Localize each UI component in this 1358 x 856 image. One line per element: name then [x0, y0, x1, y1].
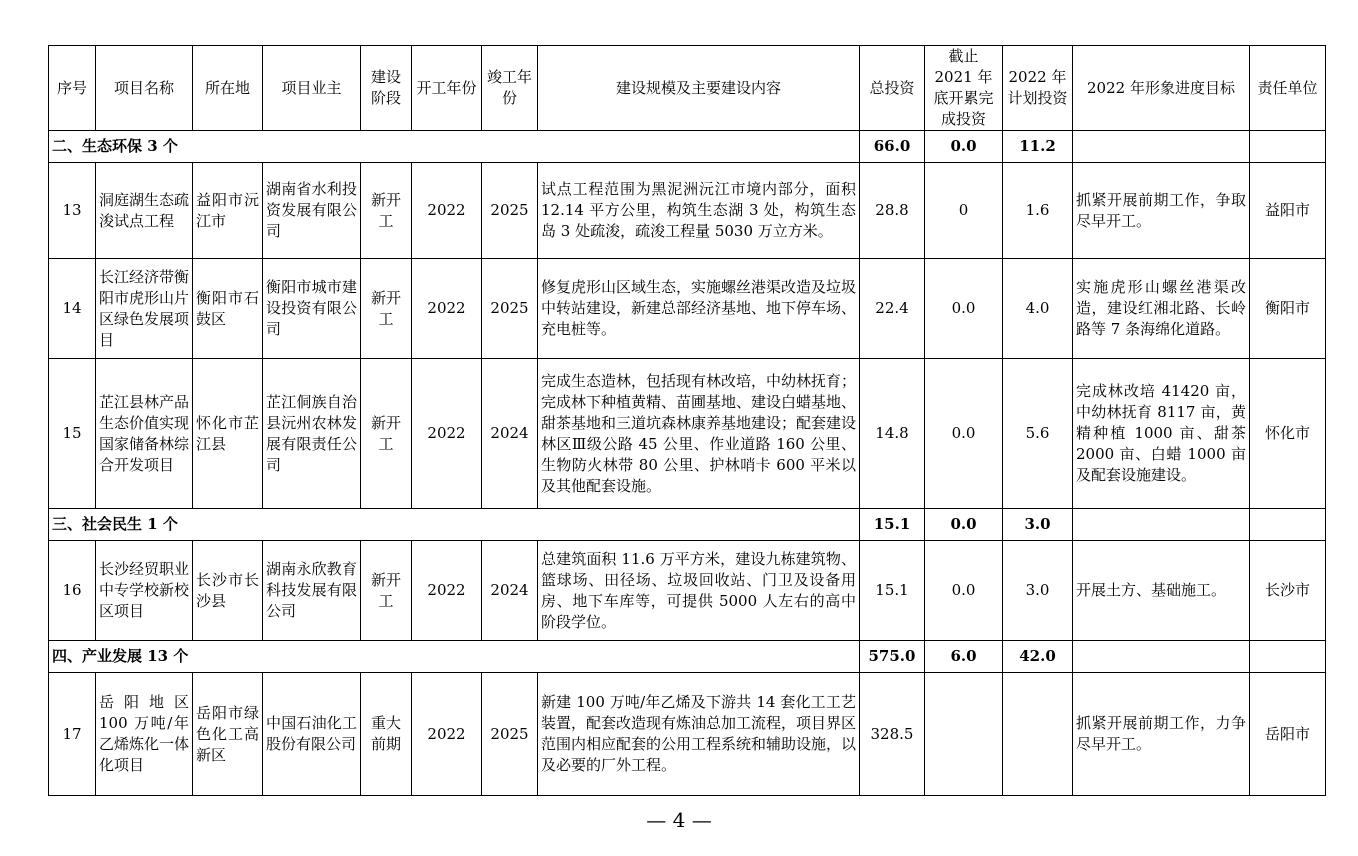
table-row — [49, 359, 1326, 509]
section-plan: 11.2 — [1003, 131, 1073, 163]
section-unit — [1250, 641, 1326, 673]
cell-end: 2024 — [482, 541, 538, 641]
header-location: 所在地 — [193, 46, 263, 131]
cell-start: 2022 — [412, 541, 482, 641]
cell-owner: 湖南永欣教育科技发展有限公司 — [263, 541, 361, 641]
section-total: 15.1 — [860, 509, 925, 541]
cell-seq: 14 — [49, 259, 96, 359]
header-name: 项目名称 — [96, 46, 193, 131]
cell-target: 完成林改培 41420 亩，中幼林抚育 8117 亩，黄精种植 1000 亩、甜茶 2000 亩、白蜡 1000 亩及配套设施建设。 — [1073, 359, 1250, 509]
section-cum: 6.0 — [925, 641, 1003, 673]
cell-location: 长沙市长沙县 — [193, 541, 263, 641]
section-cum: 0.0 — [925, 131, 1003, 163]
cell-unit: 岳阳市 — [1250, 673, 1326, 796]
cell-name: 芷江县林产品生态价值实现国家储备林综合开发项目 — [96, 359, 193, 509]
cell-unit: 益阳市 — [1250, 163, 1326, 259]
cell-content: 试点工程范围为黑泥洲沅江市境内部分，面积 12.14 平方公里，构筑生态湖 3 处，构筑生态岛 3 处疏浚，疏浚工程量 5030 万立方米。 — [538, 163, 860, 259]
cell-unit: 衡阳市 — [1250, 259, 1326, 359]
cell-owner: 衡阳市城市建设投资有限公司 — [263, 259, 361, 359]
table-row — [49, 163, 1326, 259]
cell-unit: 怀化市 — [1250, 359, 1326, 509]
cell-total: 28.8 — [860, 163, 925, 259]
cell-plan — [1003, 673, 1073, 796]
section-target — [1073, 509, 1250, 541]
cell-location: 怀化市芷江县 — [193, 359, 263, 509]
cell-seq: 15 — [49, 359, 96, 509]
cell-plan: 4.0 — [1003, 259, 1073, 359]
header-row — [49, 46, 1326, 131]
section-title: 三、社会民生 1 个 — [49, 509, 860, 541]
section-cum: 0.0 — [925, 509, 1003, 541]
section-total: 575.0 — [860, 641, 925, 673]
cell-plan: 3.0 — [1003, 541, 1073, 641]
cell-target: 实施虎形山螺丝港渠改造，建设红湘北路、长岭路等 7 条海绵化道路。 — [1073, 259, 1250, 359]
cell-owner: 湖南省水利投资发展有限公司 — [263, 163, 361, 259]
section-total: 66.0 — [860, 131, 925, 163]
cell-stage: 新开工 — [361, 259, 412, 359]
cell-total: 328.5 — [860, 673, 925, 796]
section-target — [1073, 131, 1250, 163]
header-start-year: 开工年份 — [412, 46, 482, 131]
cell-start: 2022 — [412, 673, 482, 796]
section-row — [49, 641, 1326, 673]
table-row — [49, 541, 1326, 641]
cell-content: 总建筑面积 11.6 万平方米，建设九栋建筑物、篮球场、田径场、垃圾回收站、门卫及设备用房、地下车库等，可提供 5000 人左右的高中阶段学位。 — [538, 541, 860, 641]
header-stage: 建设阶段 — [361, 46, 412, 131]
section-plan: 3.0 — [1003, 509, 1073, 541]
header-owner: 项目业主 — [263, 46, 361, 131]
cell-target: 抓紧开展前期工作，争取尽早开工。 — [1073, 163, 1250, 259]
section-row — [49, 509, 1326, 541]
section-title: 二、生态环保 3 个 — [49, 131, 860, 163]
header-total: 总投资 — [860, 46, 925, 131]
page-number: — 4 — — [646, 808, 712, 832]
section-plan: 42.0 — [1003, 641, 1073, 673]
header-end-year: 竣工年份 — [482, 46, 538, 131]
cell-name: 长江经济带衡阳市虎形山片区绿色发展项目 — [96, 259, 193, 359]
cell-start: 2022 — [412, 259, 482, 359]
cell-owner: 中国石油化工股份有限公司 — [263, 673, 361, 796]
cell-total: 22.4 — [860, 259, 925, 359]
cell-owner: 芷江侗族自治县沅州农林发展有限责任公司 — [263, 359, 361, 509]
cell-end: 2025 — [482, 163, 538, 259]
table-row — [49, 673, 1326, 796]
header-target-2022: 2022 年形象进度目标 — [1073, 46, 1250, 131]
cell-target: 开展土方、基础施工。 — [1073, 541, 1250, 641]
header-cum-2021: 截止 2021 年底开累完成投资 — [925, 46, 1003, 131]
section-unit — [1250, 131, 1326, 163]
cell-seq: 13 — [49, 163, 96, 259]
cell-cum: 0.0 — [925, 259, 1003, 359]
cell-plan: 5.6 — [1003, 359, 1073, 509]
cell-name: 长沙经贸职业中专学校新校区项目 — [96, 541, 193, 641]
cell-name: 洞庭湖生态疏浚试点工程 — [96, 163, 193, 259]
cell-cum: 0 — [925, 163, 1003, 259]
project-table — [48, 45, 1326, 796]
cell-cum: 0.0 — [925, 541, 1003, 641]
cell-total: 15.1 — [860, 541, 925, 641]
section-title: 四、产业发展 13 个 — [49, 641, 860, 673]
cell-name: 岳阳地区 100 万吨/年乙烯炼化一体化项目 — [96, 673, 193, 796]
header-content: 建设规模及主要建设内容 — [538, 46, 860, 131]
header-unit: 责任单位 — [1250, 46, 1326, 131]
cell-stage: 新开工 — [361, 163, 412, 259]
section-unit — [1250, 509, 1326, 541]
cell-plan: 1.6 — [1003, 163, 1073, 259]
cell-content: 修复虎形山区域生态，实施螺丝港渠改造及垃圾中转站建设，新建总部经济基地、地下停车场、充电桩等。 — [538, 259, 860, 359]
table-row — [49, 259, 1326, 359]
cell-start: 2022 — [412, 359, 482, 509]
cell-location: 岳阳市绿色化工高新区 — [193, 673, 263, 796]
cell-total: 14.8 — [860, 359, 925, 509]
cell-target: 抓紧开展前期工作，力争尽早开工。 — [1073, 673, 1250, 796]
header-seq: 序号 — [49, 46, 96, 131]
cell-end: 2024 — [482, 359, 538, 509]
cell-cum — [925, 673, 1003, 796]
header-plan-2022: 2022 年计划投资 — [1003, 46, 1073, 131]
cell-seq: 16 — [49, 541, 96, 641]
cell-stage: 重大前期 — [361, 673, 412, 796]
cell-cum: 0.0 — [925, 359, 1003, 509]
cell-end: 2025 — [482, 673, 538, 796]
cell-unit: 长沙市 — [1250, 541, 1326, 641]
cell-seq: 17 — [49, 673, 96, 796]
cell-content: 完成生态造林，包括现有林改培，中幼林抚育；完成林下种植黄精、苗圃基地、建设白蜡基地、甜茶基地和三道坑森林康养基地建设；配套建设林区Ⅲ级公路 45 公里、作业道路 160 公里、生物防火林带 80 公里、护林哨卡 600 平米以及其他配套设施。 — [538, 359, 860, 509]
cell-start: 2022 — [412, 163, 482, 259]
section-row — [49, 131, 1326, 163]
cell-content: 新建 100 万吨/年乙烯及下游共 14 套化工工艺装置，配套改造现有炼油总加工流程，项目界区范围内相应配套的公用工程系统和辅助设施，以及必要的厂外工程。 — [538, 673, 860, 796]
cell-location: 益阳市沅江市 — [193, 163, 263, 259]
cell-stage: 新开工 — [361, 359, 412, 509]
cell-stage: 新开工 — [361, 541, 412, 641]
cell-location: 衡阳市石鼓区 — [193, 259, 263, 359]
section-target — [1073, 641, 1250, 673]
cell-end: 2025 — [482, 259, 538, 359]
